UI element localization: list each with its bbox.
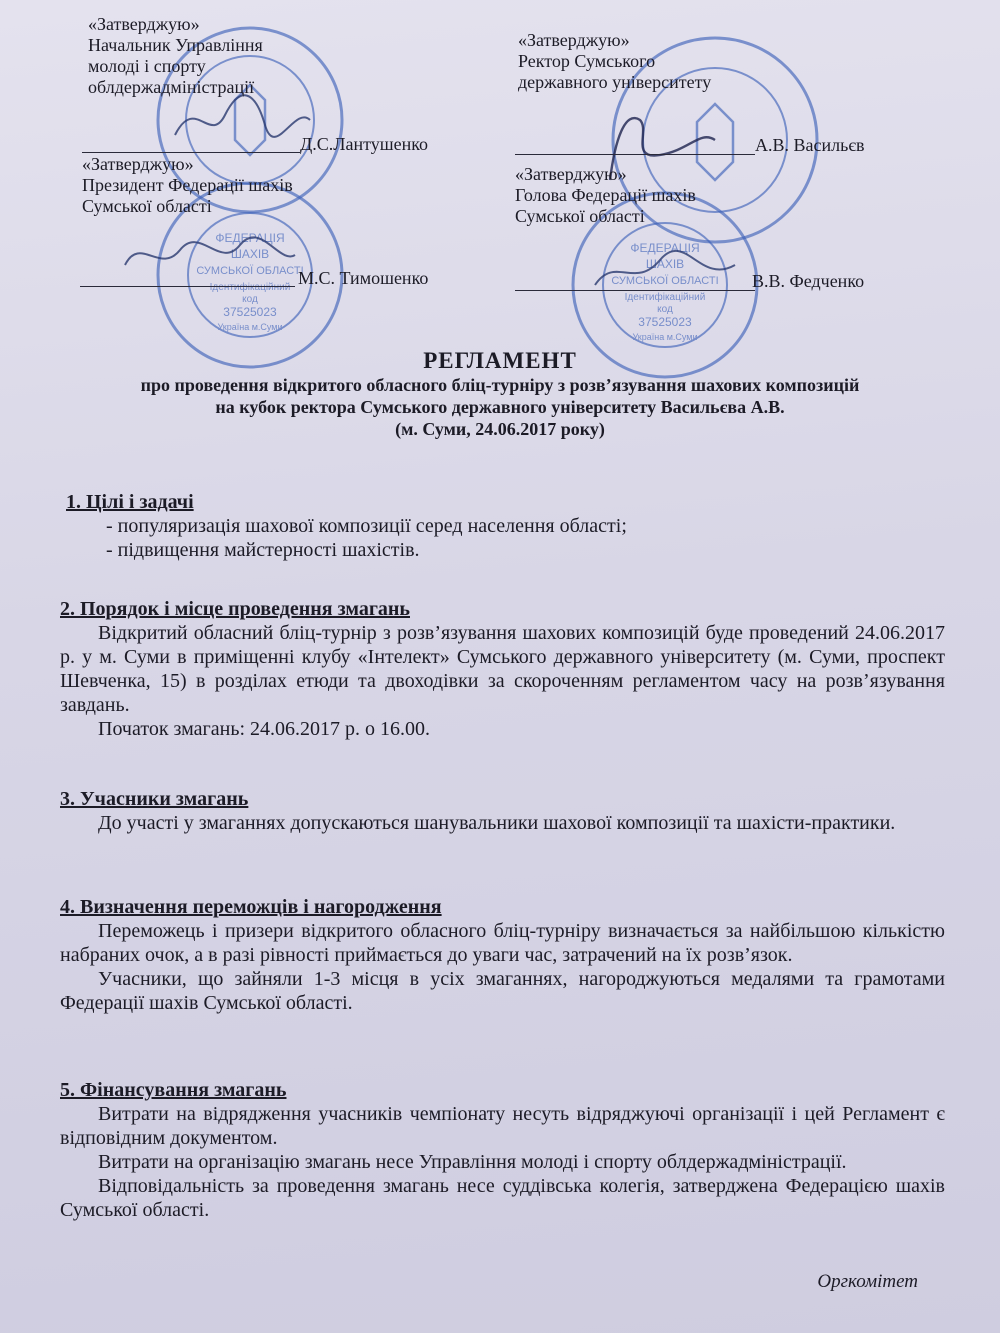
stamp-text-4: Ідентифікаційний — [209, 282, 291, 293]
title-line-1: про проведення відкритого обласного бліц-турніру з розв’язування шахових композицій — [140, 375, 860, 395]
stamp-text-1: ФЕДЕРАЦІЯ — [630, 241, 700, 255]
paragraph: Початок змагань: 24.06.2017 р. о 16.00. — [98, 718, 431, 740]
section-goals — [66, 490, 951, 562]
stamp-text-6: 37525023 — [223, 305, 277, 319]
approval-right-bottom — [515, 164, 696, 227]
approval-line: облдержадміністрації — [88, 77, 255, 97]
stamp-text-2: ШАХІВ — [645, 257, 685, 271]
signer-name: В.В. Федченко — [752, 271, 865, 291]
signer-name: А.В. Васильєв — [755, 135, 865, 155]
signature-tymoshenko — [120, 225, 300, 285]
stamp-text-5: код — [657, 304, 673, 315]
approval-line: «Затверджую» — [88, 14, 200, 34]
section-heading: 4. Визначення переможців і нагородження — [60, 896, 442, 918]
approval-line: Сумської області — [515, 206, 645, 226]
signature-line — [515, 290, 755, 291]
approval-left-top — [88, 14, 263, 98]
approval-line: «Затверджую» — [515, 164, 627, 184]
signer-name: Д.С.Лантушенко — [300, 134, 429, 154]
signer-name: М.С. Тимошенко — [298, 268, 429, 288]
paragraph: Переможець і призери відкритого обласного бліц-турніру визначається за найбільшою кількістю набраних очок, а в разі рівності приймається до уваги час, затрачений на їх розв’язок. — [60, 920, 945, 966]
title-line-3: (м. Суми, 24.06.2017 року) — [395, 419, 605, 439]
organizing-committee: Оргкомітет — [817, 1271, 918, 1292]
approval-line: Ректор Сумського — [518, 51, 656, 71]
stamp-text-1: ФЕДЕРАЦІЯ — [215, 231, 285, 245]
stamp-text-4: Ідентифікаційний — [624, 292, 706, 303]
paragraph: Відповідальність за проведення змагань несе суддівська колегія, затверджена Федерацією шахів Сумської області. — [60, 1175, 945, 1221]
section-heading: 1. Цілі і задачі — [66, 491, 194, 513]
signature-fedchenko — [590, 240, 740, 300]
approval-line: Сумської області — [82, 196, 212, 216]
approval-line: Голова Федерації шахів — [515, 185, 696, 205]
paragraph: Учасники, що зайняли 1-3 місця в усіх змаганнях, нагороджуються медалями та грамотами Федерації шахів Сумської області. — [60, 968, 945, 1014]
stamp-text-6: 37525023 — [638, 315, 692, 329]
list-item: - популяризація шахової композиції серед населення області; — [106, 515, 627, 537]
approval-line: «Затверджую» — [518, 30, 630, 50]
paragraph: Відкритий обласний бліц-турнір з розв’язування шахових композицій буде проведений 24.06.2017 р. у м. Суми в приміщенні клубу «Інтелект» Сумського державного університету (м. Суми, проспект Шевченка, 15) в розділах етюди та двоходівки за скороченням регламентом часу на розв’язування завдань. — [60, 622, 945, 716]
approval-line: Президент Федерації шахів — [82, 175, 293, 195]
signature-line — [82, 152, 300, 153]
section-heading: 2. Порядок і місце проведення змагань — [60, 598, 410, 620]
title-line-2: на кубок ректора Сумського державного університету Васильєва А.В. — [215, 397, 785, 417]
approval-line: молоді і спорту — [88, 56, 206, 76]
approval-left-bottom — [82, 154, 293, 217]
stamp-text-5: код — [242, 294, 258, 305]
document-title: РЕГЛАМЕНТ — [423, 348, 577, 373]
section-procedure — [60, 597, 945, 741]
signature-line — [515, 154, 755, 155]
approval-line: державного університету — [518, 72, 712, 92]
document-title-block — [60, 348, 940, 440]
stamp-text-7: Україна м.Суми — [632, 332, 698, 342]
approval-line: Начальник Управління — [88, 35, 263, 55]
stamp-text-3: СУМСЬКОЇ ОБЛАСТІ — [196, 265, 304, 277]
approval-line: «Затверджую» — [82, 154, 194, 174]
paragraph: Витрати на організацію змагань несе Управління молоді і спорту облдержадміністрації. — [98, 1151, 847, 1173]
stamp-text-3: СУМСЬКОЇ ОБЛАСТІ — [611, 275, 719, 287]
section-winners — [60, 895, 945, 1015]
paragraph: Витрати на відрядження учасників чемпіонату несуть відряджуючі організації і цей Регламент є відповідним документом. — [60, 1103, 945, 1149]
approval-right-top — [518, 30, 711, 93]
signature-line — [80, 286, 295, 287]
section-heading: 3. Учасники змагань — [60, 788, 249, 810]
list-item: - підвищення майстерності шахістів. — [106, 539, 420, 561]
stamp-text-7: Україна м.Суми — [217, 322, 283, 332]
section-participants — [60, 787, 945, 835]
stamp-text-2: ШАХІВ — [230, 247, 270, 261]
section-financing — [60, 1078, 945, 1222]
section-heading: 5. Фінансування змагань — [60, 1079, 287, 1101]
paragraph: До участі у змаганнях допускаються шанувальники шахової композиції та шахісти-практики. — [98, 812, 896, 834]
